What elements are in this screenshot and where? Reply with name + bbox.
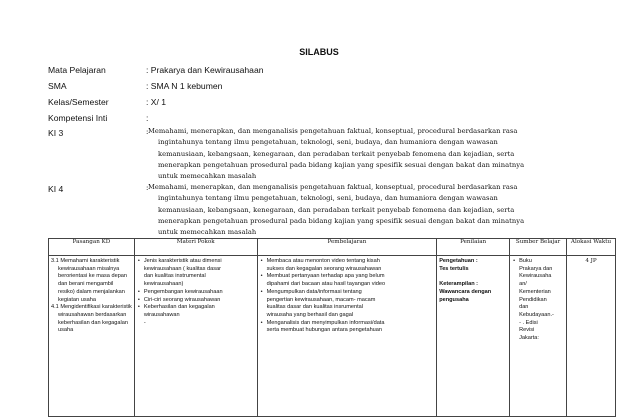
list-item — [137, 258, 255, 289]
list-item-line: kewirausahaan ( kualitas dasar — [143, 265, 221, 272]
ki3-label: KI 3 — [48, 128, 64, 138]
ki3-line: untuk memecahkan masalah — [158, 172, 257, 181]
list-item — [260, 320, 435, 335]
list-item-line: an/ — [519, 281, 527, 288]
kd-number: 4.1 — [51, 304, 59, 311]
meta-label: Mata Pelajaran — [48, 65, 106, 75]
kd-text-line: keberhasilan dan kegagalan — [58, 319, 128, 326]
penilaian-line: Wawancara dengan — [439, 289, 492, 296]
meta-value: : Prakarya dan Kewirausahaan — [146, 65, 264, 75]
list-item-line: • Mengumpulkan data/informasi tentang — [266, 288, 362, 295]
kd-number: 3.1 — [51, 258, 59, 264]
header-materi-pokok: Materi Pokok — [134, 239, 257, 256]
list-item-line: wirausaha yang berhasil dan gagal — [266, 311, 354, 318]
list-item-line: • Buku — [519, 258, 532, 264]
ki3-line: menerapkan pengetahuan prosedural pada bidang kajian yang spesifik sesuai dengan bakat dan minatnya — [158, 160, 525, 169]
document-title: SILABUS — [299, 47, 339, 57]
header-sumber-belajar: Sumber Belajar — [510, 239, 567, 256]
kd-text-line: wirausahawan berdasarkan — [58, 311, 127, 318]
list-item-line: • Menganalisis dan menyimpulkan informasi/data — [266, 319, 385, 326]
list-item — [137, 304, 255, 319]
list-item-line: Pendidikan — [519, 296, 547, 303]
alokasi-value: 4 JP — [585, 258, 597, 264]
ki3-line: Memahami, menerapkan, dan menganalisis pengetahuan faktual, konseptual, procedural berdasarkan rasa — [148, 127, 518, 135]
kd-3-1 — [51, 258, 132, 266]
list-item — [137, 289, 255, 297]
ki3-text — [148, 126, 593, 182]
cell-pembelajaran — [257, 256, 437, 417]
meta-value: : — [146, 113, 149, 123]
meta-value: : SMA N 1 kebumen — [146, 81, 223, 91]
list-item — [260, 289, 435, 320]
meta-label: SMA — [48, 81, 67, 91]
list-item-line: • Membaca atau menonton video tentang kisah — [266, 258, 380, 264]
cell-penilaian — [437, 256, 510, 417]
ki4-line: menerapkan pengetahuan prosedural pada bidang kajian yang spesifik sesuai dengan bakat dan minatnya — [158, 216, 525, 225]
ki4-line: kemanusiaan, kebangsaan, kenegaraan, dan peradaban terkait penyebab fenomena dan kejadian, serta — [158, 205, 515, 214]
ki4-label: KI 4 — [48, 184, 64, 194]
kd-text-line: resiko) dalam menjalankan — [58, 288, 125, 295]
kd-text-line: Memahami karakteristik — [60, 258, 120, 264]
list-item-line: Kewirausaha — [519, 273, 552, 280]
kd-text-line: berorientasi ke masa depan — [58, 273, 128, 280]
list-item-line: • Pengembangan kewirausahaan — [143, 288, 223, 295]
list-item — [260, 273, 435, 288]
list-item — [512, 258, 564, 343]
ki4-line: ingintahunya tentang ilmu pengetahuan, teknologi, seni, budaya, dan humaniora dengan wawasan — [158, 194, 498, 203]
list-item-line: Revisi — [519, 327, 535, 334]
list-item — [137, 297, 255, 305]
meta-label: Kelas/Semester — [48, 97, 109, 107]
kd-4-1 — [51, 304, 132, 312]
header-pasangan-kd: Pasangan KD — [49, 239, 135, 256]
ki4-colon: : — [146, 184, 149, 192]
list-item-line: - . Edisi — [519, 319, 538, 326]
cell-alokasi-waktu — [567, 256, 616, 417]
ki3-line: kemanusiaan, kebangsaan, kenegaraan, dan peradaban terkait penyebab fenomena dan kejadian, serta — [158, 149, 515, 158]
ki3-colon: : — [146, 128, 149, 136]
list-item-line: • Keberhasilan dan kegagalan — [143, 304, 215, 311]
penilaian-line: Tes tertulis — [439, 265, 469, 272]
kd-text-line: usaha — [58, 327, 74, 334]
header-alokasi-waktu: Alokasi Waktu — [567, 239, 616, 256]
list-item-line: Prakarya dan — [519, 265, 553, 272]
ki4-line: Memahami, menerapkan, dan menganalisis pengetahuan faktual, konseptual, procedural berdasarkan rasa — [148, 183, 518, 191]
penilaian-line: Pengetahuan : — [439, 258, 478, 264]
header-pembelajaran: Pembelajaran — [257, 239, 437, 256]
cell-materi-pokok — [134, 256, 257, 417]
list-item-line: Kebudayaan.- — [519, 311, 554, 318]
list-item-line: Jakarta: — [519, 335, 539, 342]
list-item-line: • Ciri-ciri seorang wirausahawan — [143, 296, 221, 303]
table-header-row — [49, 239, 616, 256]
ki4-text — [148, 182, 593, 238]
list-item — [260, 258, 435, 273]
cell-sumber-belajar — [510, 256, 567, 417]
list-item-line: sukses dan kegagalan seorang wirausahawan — [266, 265, 382, 272]
ki3-line: ingintahunya tentang ilmu pengetahuan, teknologi, seni, budaya, dan humaniora dengan wawasan — [158, 138, 498, 147]
kd-text-line: kegiatan usaha — [58, 296, 96, 303]
penilaian-line: Keterampilan : — [439, 281, 479, 288]
meta-label: Kompetensi Inti — [48, 113, 108, 123]
list-item-line: dipahami dari bacaan atau hasil tayangan video — [266, 281, 386, 288]
list-item-line: pengertian kewirausahaan, macam- macam — [266, 296, 376, 303]
list-item-line: kualitas dasar dan kualitas insrumental — [266, 304, 364, 311]
list-item-line: wirausahawan — [143, 311, 180, 318]
kd-text-line: kewirausahaan misalnya — [58, 265, 120, 272]
list-item-line: Kementerian — [519, 288, 551, 295]
list-item-line: • Membuat pertanyaan terhadap apa yang belum — [266, 273, 385, 280]
penilaian-line: pengusaha — [439, 296, 469, 303]
meta-value: : X/ 1 — [146, 97, 167, 107]
list-item-line: • Jenis karakteristik atau dimensi — [143, 258, 222, 264]
list-item-line: serta membuat hubungan antara pengetahuan — [266, 327, 383, 334]
list-item-line: dan kualitas instrumental — [143, 273, 206, 280]
list-item-line: kewirausahaan) — [143, 281, 184, 288]
kd-text-line: Mengidentifikasi karakteristik — [60, 304, 132, 311]
ki4-line: untuk memecahkan masalah — [158, 228, 257, 237]
header-penilaian: Penilaian — [437, 239, 510, 256]
spacer — [439, 273, 507, 281]
table-row — [49, 256, 616, 417]
materi-trailer: - — [143, 319, 146, 326]
list-item-line: dan — [519, 304, 529, 311]
syllabus-table — [48, 238, 616, 417]
cell-pasangan-kd — [49, 256, 135, 417]
kd-text-line: dan berani mengambil — [58, 281, 114, 288]
